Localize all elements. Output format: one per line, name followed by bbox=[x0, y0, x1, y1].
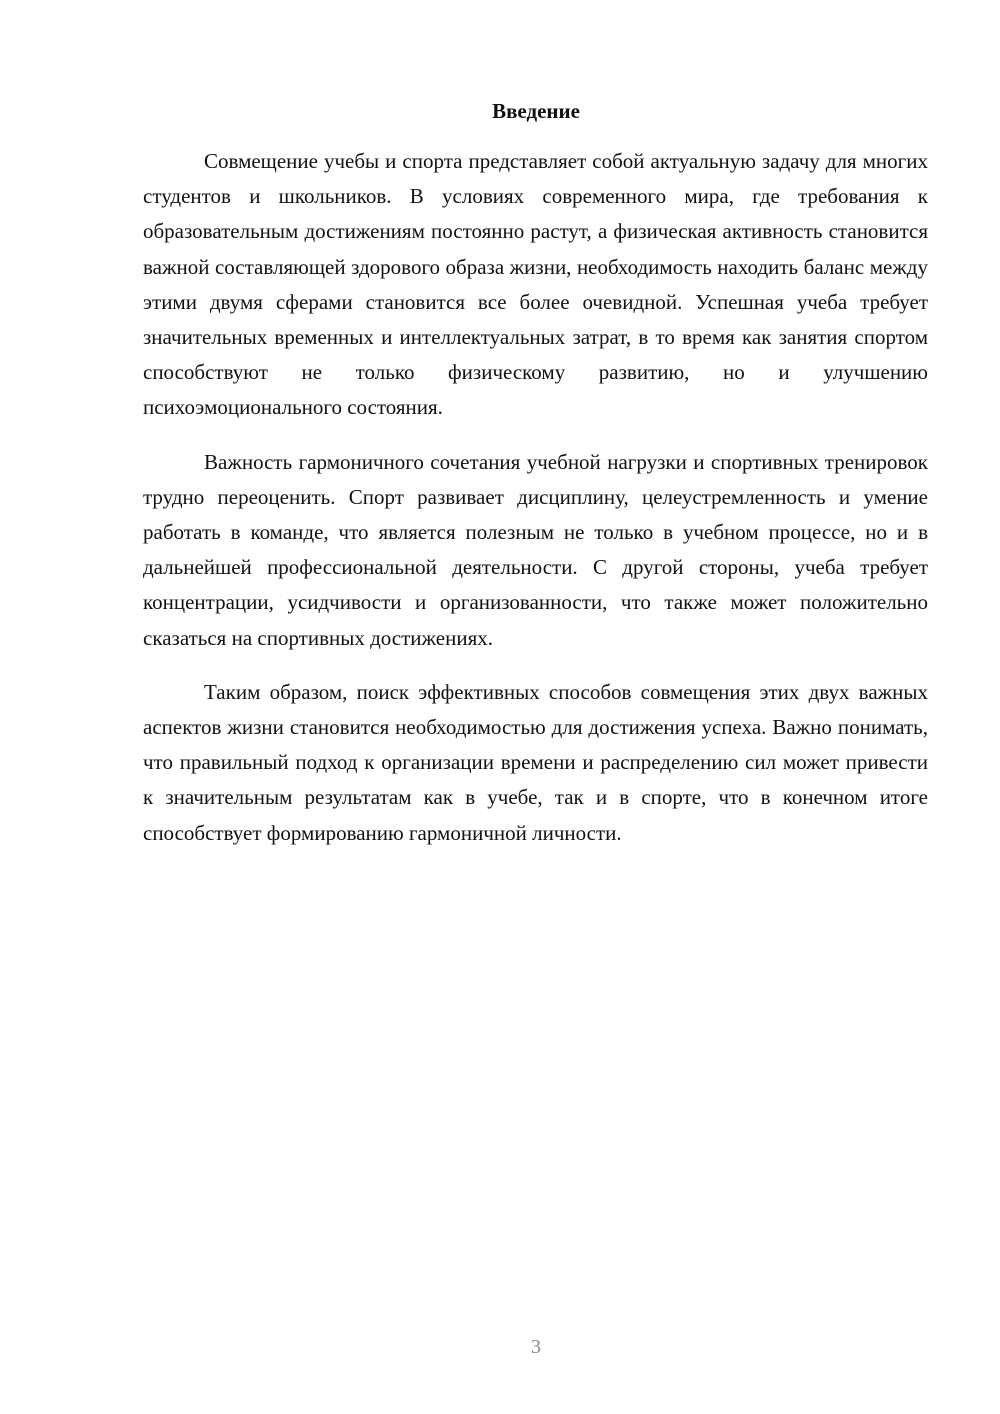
body-text bbox=[143, 144, 928, 851]
page-number: 3 bbox=[531, 1336, 541, 1358]
paragraph-3: Таким образом, поиск эффективных способов совмещения этих двух важных аспектов жизни становится необходимостью для достижения успеха. Важно понимать, что правильный подход к организации времени и распределению сил может привести к значительным результатам как в учебе, так и в спорте, что в конечном итоге способствует формированию гармоничной личности. bbox=[143, 679, 928, 845]
section-heading: Введение bbox=[492, 99, 580, 123]
paragraph-1: Совмещение учебы и спорта представляет собой актуальную задачу для многих студентов и школьников. В условиях современного мира, где требования к образовательным достижениям постоянно растут, а физическая активность становится важной составляющей здорового образа жизни, необходимость находить баланс между этими двумя сферами становится все более очевидной. Успешная учеба требует значительных временных и интеллектуальных затрат, в то время как занятия спортом способствуют не только физическому развитию, но и улучшению психоэмоционального состояния. bbox=[143, 149, 928, 420]
paragraph-2: Важность гармоничного сочетания учебной нагрузки и спортивных тренировок трудно переоценить. Спорт развивает дисциплину, целеустремленность и умение работать в команде, что является полезным не только в учебном процессе, но и в дальнейшей профессиональной деятельности. С другой стороны, учеба требует концентрации, усидчивости и организованности, что также может положительно сказаться на спортивных достижениях. bbox=[143, 449, 928, 650]
